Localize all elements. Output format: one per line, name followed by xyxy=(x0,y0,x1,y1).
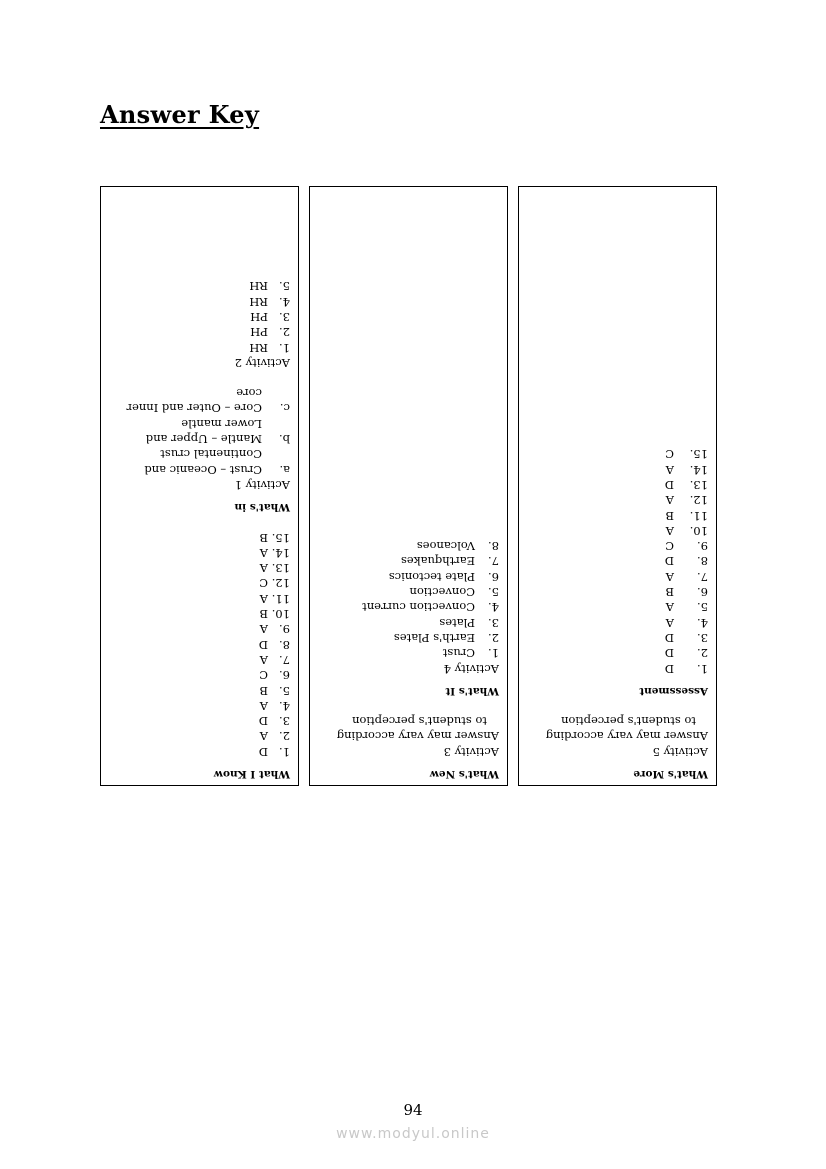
assessment-answers xyxy=(527,446,708,675)
answer-value: Plates xyxy=(439,615,475,630)
answer-number: 1. xyxy=(488,646,499,661)
activity-2-label: Activity 2 xyxy=(234,355,290,370)
answer-value: Earth's Plates xyxy=(393,630,475,645)
answer-row xyxy=(527,446,708,461)
answer-value: D xyxy=(258,714,268,729)
answer-row xyxy=(318,614,499,629)
answer-value: Plate tectonics xyxy=(388,569,475,584)
activity-5-label: Activity 5 xyxy=(652,744,708,759)
answer-value: D xyxy=(258,637,268,652)
answer-value: Crust xyxy=(442,646,475,661)
activity-1-item-b: b. Mantle – Upper and Lower mantle xyxy=(145,416,290,447)
activity-3-answer-line-2: to student's perception xyxy=(352,714,487,729)
answer-number: 2. xyxy=(279,729,290,744)
answer-number: 3. xyxy=(279,714,290,729)
answer-number: 10. xyxy=(689,523,708,538)
answer-value: D xyxy=(258,744,268,759)
heading-whats-in: What's in xyxy=(234,501,290,514)
answer-number: 14. xyxy=(689,462,708,477)
answer-number: 2. xyxy=(697,646,708,661)
answer-value: B xyxy=(259,530,268,545)
answer-number: 12. xyxy=(689,493,708,508)
answer-value: Earthquakes xyxy=(400,554,475,569)
answer-row xyxy=(109,713,290,728)
answer-number: 9. xyxy=(279,622,290,637)
answer-row xyxy=(318,584,499,599)
answer-value: Volcanoes xyxy=(416,539,475,554)
answer-value: D xyxy=(664,554,674,569)
answer-row xyxy=(527,492,708,507)
answer-row xyxy=(109,698,290,713)
answer-row xyxy=(109,667,290,682)
answer-row xyxy=(109,652,290,667)
answer-number: 4. xyxy=(697,615,708,630)
answer-value: B xyxy=(259,607,268,622)
answer-value: PH xyxy=(250,309,268,324)
answer-value: A xyxy=(665,615,674,630)
answer-number: 9. xyxy=(697,539,708,554)
answer-number: 11. xyxy=(689,508,708,523)
answer-value: RH xyxy=(249,294,268,309)
answer-number: 6. xyxy=(488,569,499,584)
answer-row xyxy=(109,560,290,575)
activity-5-answer-line-2: to student's perception xyxy=(561,714,696,729)
answer-row xyxy=(527,660,708,675)
answer-value: Convection xyxy=(409,585,475,600)
answer-row xyxy=(527,568,708,583)
answer-value: A xyxy=(665,600,674,615)
answer-row xyxy=(527,553,708,568)
answer-number: 2. xyxy=(279,325,290,340)
answer-row xyxy=(527,461,708,476)
answer-row xyxy=(109,575,290,590)
answer-value: C xyxy=(259,576,268,591)
answer-number: 5. xyxy=(488,585,499,600)
answer-value: RH xyxy=(249,340,268,355)
answer-number: 4. xyxy=(488,600,499,615)
answer-value: A xyxy=(259,545,268,560)
answer-number: 8. xyxy=(488,539,499,554)
item-b-line-2: Lower mantle xyxy=(181,416,262,431)
answer-row xyxy=(527,584,708,599)
answer-number: 13. xyxy=(689,477,708,492)
answer-row xyxy=(318,538,499,553)
answer-row xyxy=(527,645,708,660)
answer-number: 1. xyxy=(279,340,290,355)
answer-number: 11. xyxy=(271,591,290,606)
answer-value: B xyxy=(665,585,674,600)
heading-whats-new: What's New xyxy=(429,768,499,780)
heading-assessment: Assessment xyxy=(639,684,708,697)
activity-4-answers xyxy=(318,538,499,660)
answer-value: D xyxy=(664,630,674,645)
watermark-text: www.modyul.online xyxy=(336,1126,490,1142)
answer-number: 5. xyxy=(279,279,290,294)
answer-row xyxy=(527,538,708,553)
answer-row xyxy=(527,599,708,614)
answer-value: RH xyxy=(249,279,268,294)
answer-value: PH xyxy=(250,325,268,340)
answer-value: C xyxy=(665,539,674,554)
answer-number: 7. xyxy=(488,554,499,569)
answer-row xyxy=(109,606,290,621)
answer-row xyxy=(109,278,290,293)
answer-number: 7. xyxy=(279,652,290,667)
answer-number: 15. xyxy=(689,447,708,462)
answer-box-whats-more xyxy=(518,186,717,786)
what-i-know-answers xyxy=(109,529,290,758)
answer-number: 13. xyxy=(271,561,290,576)
answer-row xyxy=(109,529,290,544)
activity-2-answers xyxy=(109,278,290,354)
answer-number: 3. xyxy=(488,615,499,630)
answer-value: D xyxy=(664,477,674,492)
answer-number: 1. xyxy=(279,744,290,759)
item-c-line-1: Core – Outer and Inner xyxy=(126,401,262,416)
answer-value: D xyxy=(664,646,674,661)
answer-value: A xyxy=(259,561,268,576)
page-title: Answer Key xyxy=(100,100,260,129)
answer-row xyxy=(318,599,499,614)
answer-value: B xyxy=(665,508,674,523)
answer-number: 5. xyxy=(279,683,290,698)
item-b-line-1: Mantle – Upper and xyxy=(145,432,262,447)
answer-row xyxy=(318,630,499,645)
answer-number: 6. xyxy=(697,585,708,600)
answer-row xyxy=(109,728,290,743)
answer-value: A xyxy=(259,622,268,637)
activity-1-label: Activity 1 xyxy=(234,477,290,492)
answer-row xyxy=(527,523,708,538)
answer-number: 15. xyxy=(271,530,290,545)
activity-3-label: Activity 3 xyxy=(443,744,499,759)
answer-number: 12. xyxy=(271,576,290,591)
answer-box-what-i-know xyxy=(100,186,299,786)
answer-row xyxy=(318,568,499,583)
answer-value: A xyxy=(259,591,268,606)
answer-number: 3. xyxy=(697,630,708,645)
answer-row xyxy=(109,621,290,636)
item-c-line-2: core xyxy=(236,386,262,401)
answer-number: 2. xyxy=(488,630,499,645)
answer-row xyxy=(109,339,290,354)
answer-value: A xyxy=(259,729,268,744)
answer-number: 1. xyxy=(697,661,708,676)
heading-whats-it: What's It xyxy=(445,684,499,697)
answer-value: B xyxy=(259,683,268,698)
item-a-line-1: Crust – Oceanic and xyxy=(144,462,262,477)
answer-row xyxy=(109,293,290,308)
answer-row xyxy=(109,545,290,560)
answer-number: 14. xyxy=(271,545,290,560)
answer-value: A xyxy=(259,652,268,667)
activity-4-label: Activity 4 xyxy=(443,661,499,676)
heading-what-i-know: What I Know xyxy=(213,768,290,780)
activity-3-answer-line-1: Answer may vary according xyxy=(336,729,499,744)
answer-number: 6. xyxy=(279,668,290,683)
answer-number: 8. xyxy=(697,554,708,569)
answer-value: A xyxy=(665,569,674,584)
answer-row xyxy=(527,477,708,492)
answer-number: 5. xyxy=(697,600,708,615)
answer-box-whats-new xyxy=(309,186,508,786)
heading-whats-more: What's More xyxy=(633,768,708,780)
answer-row xyxy=(318,645,499,660)
answer-number: 3. xyxy=(279,309,290,324)
answer-value: A xyxy=(259,698,268,713)
answer-number: 10. xyxy=(271,607,290,622)
answer-row xyxy=(109,309,290,324)
answer-number: 4. xyxy=(279,698,290,713)
answer-row xyxy=(109,590,290,605)
item-a-line-2: Continental crust xyxy=(160,447,262,462)
answer-row xyxy=(109,743,290,758)
activity-1-item-c: c. Core – Outer and Inner core xyxy=(126,386,290,416)
answer-row xyxy=(109,682,290,697)
answer-value: A xyxy=(665,493,674,508)
answer-value: C xyxy=(665,447,674,462)
answer-value: A xyxy=(665,462,674,477)
answer-row xyxy=(527,507,708,522)
answer-number: 7. xyxy=(697,569,708,584)
page-number: 94 xyxy=(403,1101,423,1119)
answer-number: 8. xyxy=(279,637,290,652)
answer-row xyxy=(318,553,499,568)
activity-1-item-a: a. Crust – Oceanic and Continental crust xyxy=(144,447,290,477)
answer-row xyxy=(109,636,290,651)
answer-value: A xyxy=(665,523,674,538)
answer-row xyxy=(109,324,290,339)
answer-value: C xyxy=(259,668,268,683)
answer-value: D xyxy=(664,661,674,676)
answer-row xyxy=(527,614,708,629)
answer-number: 4. xyxy=(279,294,290,309)
answer-row xyxy=(527,630,708,645)
activity-5-answer-line-1: Answer may vary according xyxy=(545,729,708,744)
answer-value: Convection current xyxy=(362,600,475,615)
